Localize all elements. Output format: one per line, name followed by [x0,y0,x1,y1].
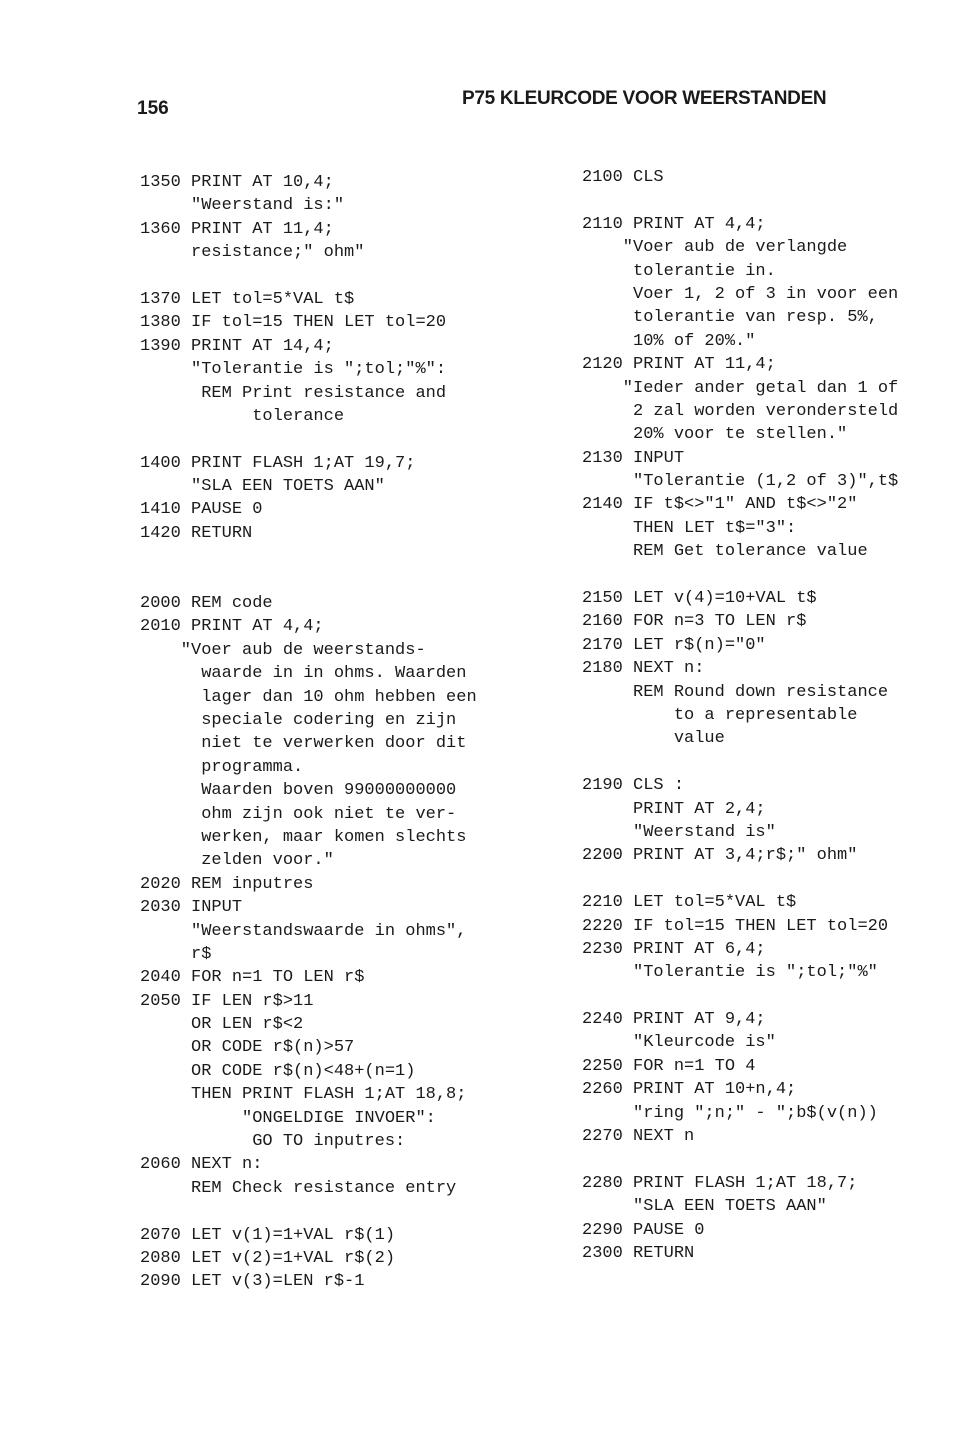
code-line: 1390 PRINT AT 14,4; [140,336,334,356]
code-line: 2200 PRINT AT 3,4;r$;" ohm" [582,846,858,866]
code-line: REM Get tolerance value [582,542,868,562]
code-line: "Tolerantie is ";tol;"%": [140,360,447,380]
code-line: 2210 LET tol=5*VAL t$ [582,893,797,913]
code-line: 2240 PRINT AT 9,4; [582,1010,766,1030]
code-line: waarde in in ohms. Waarden [140,664,467,684]
code-line [582,868,898,891]
code-line: niet te verwerken door dit [140,734,467,754]
code-line: resistance;" ohm" [140,243,365,263]
code-line: "Voer aub de weerstands- [140,640,426,660]
code-line [582,189,898,212]
code-line: THEN PRINT FLASH 1;AT 18,8; [140,1085,467,1105]
code-line: tolerantie in. [582,261,776,281]
code-line: 2070 LET v(1)=1+VAL r$(1) [140,1225,396,1245]
code-line: tolerantie van resp. 5%, [582,308,878,328]
code-line: REM Print resistance and [140,383,447,403]
code-line: "Kleurcode is" [582,1033,776,1053]
code-line: 2010 PRINT AT 4,4; [140,617,324,637]
code-line: OR CODE r$(n)<48+(n=1) [140,1061,416,1081]
code-line: to a representable [582,705,858,725]
code-line: 2180 NEXT n: [582,659,705,679]
code-line [140,1200,477,1223]
code-line: tolerance [140,406,345,426]
code-line: "ONGELDIGE INVOER": [140,1108,436,1128]
code-line: "Tolerantie is ";tol;"%" [582,963,878,983]
code-line: "Weerstand is" [582,822,776,842]
code-line: 1360 PRINT AT 11,4; [140,219,334,239]
code-line: 1370 LET tol=5*VAL t$ [140,289,355,309]
code-line: 2060 NEXT n: [140,1155,263,1175]
code-line: speciale codering en zijn [140,710,457,730]
code-line: REM Check resistance entry [140,1178,457,1198]
code-line [140,569,477,592]
code-line: THEN LET t$="3": [582,518,797,538]
program-listing-left-column [140,171,477,1294]
code-line [140,545,477,568]
code-line: Waarden boven 99000000000 [140,781,457,801]
code-line: 2270 NEXT n [582,1127,695,1147]
code-line [140,428,477,451]
code-line: 2280 PRINT FLASH 1;AT 18,7; [582,1173,858,1193]
code-line: 2300 RETURN [582,1243,695,1263]
code-line: 2290 PAUSE 0 [582,1220,705,1240]
code-line: zelden voor." [140,851,334,871]
code-line: werken, maar komen slechts [140,827,467,847]
code-line [582,1148,898,1171]
code-line: 2130 INPUT [582,448,685,468]
code-line: 2020 REM inputres [140,874,314,894]
code-line: GO TO inputres: [140,1132,406,1152]
code-line: "Weerstandswaarde in ohms", [140,921,467,941]
code-line: 2050 IF LEN r$>11 [140,991,314,1011]
code-line: 2250 FOR n=1 TO 4 [582,1056,756,1076]
chapter-title: P75 KLEURCODE VOOR WEERSTANDEN [462,88,827,109]
code-line: 2160 FOR n=3 TO LEN r$ [582,612,807,632]
code-line: Voer 1, 2 of 3 in voor een [582,284,899,304]
code-line: value [582,729,725,749]
code-line: PRINT AT 2,4; [582,799,766,819]
code-line: OR CODE r$(n)>57 [140,1038,355,1058]
code-line: 2090 LET v(3)=LEN r$-1 [140,1272,365,1292]
code-line: 20% voor te stellen." [582,425,848,445]
code-line: r$ [140,944,212,964]
code-line [140,265,477,288]
code-line: ohm zijn ook niet te ver- [140,804,457,824]
page-number: 156 [137,98,169,119]
program-listing-right-column [582,166,898,1265]
code-line: 2100 CLS [582,168,664,187]
code-line: "Ieder ander getal dan 1 of [582,378,899,398]
code-line: REM Round down resistance [582,682,889,702]
code-line: 2080 LET v(2)=1+VAL r$(2) [140,1248,396,1268]
code-line: 2260 PRINT AT 10+n,4; [582,1080,797,1100]
code-line: programma. [140,757,304,777]
code-line: "ring ";n;" - ";b$(v(n)) [582,1103,878,1123]
code-line: 1350 PRINT AT 10,4; [140,173,334,192]
code-line: "SLA EEN TOETS AAN" [582,1197,827,1217]
code-line: 1420 RETURN [140,523,253,543]
code-line: 2120 PRINT AT 11,4; [582,355,776,375]
code-line: OR LEN r$<2 [140,1015,304,1035]
code-line: 2170 LET r$(n)="0" [582,635,766,655]
code-line: 2 zal worden verondersteld [582,401,899,421]
code-line [582,751,898,774]
code-line [582,564,898,587]
code-line: 1400 PRINT FLASH 1;AT 19,7; [140,453,416,473]
code-line [582,985,898,1008]
code-line: 1410 PAUSE 0 [140,500,263,520]
code-line: 2150 LET v(4)=10+VAL t$ [582,589,817,609]
code-line: 10% of 20%." [582,331,756,351]
code-line: 2190 CLS : [582,776,685,796]
code-line: "Voer aub de verlangde [582,238,848,258]
code-line: 2000 REM code [140,594,273,614]
code-line: 2140 IF t$<>"1" AND t$<>"2" [582,495,858,515]
code-line: "Tolerantie (1,2 of 3)",t$ [582,472,899,492]
code-line: 2220 IF tol=15 THEN LET tol=20 [582,916,889,936]
code-line: "Weerstand is:" [140,196,345,216]
code-line: 2230 PRINT AT 6,4; [582,939,766,959]
code-line: 1380 IF tol=15 THEN LET tol=20 [140,313,447,333]
code-line: 2030 INPUT [140,898,243,918]
code-line: 2040 FOR n=1 TO LEN r$ [140,968,365,988]
code-line: 2110 PRINT AT 4,4; [582,214,766,234]
code-line: "SLA EEN TOETS AAN" [140,477,385,497]
code-line: lager dan 10 ohm hebben een [140,687,477,707]
